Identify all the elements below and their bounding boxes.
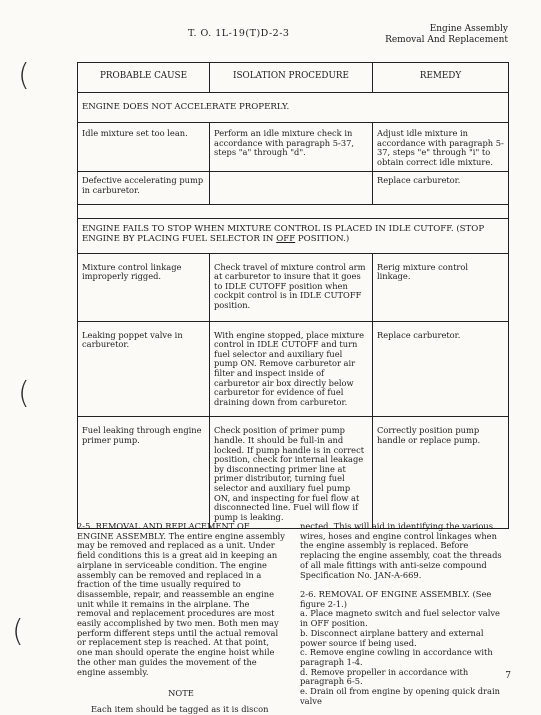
step-item: a. Place magneto switch and fuel selector valve in OFF position.: [300, 608, 500, 629]
step-item: e. Drain oil from engine by opening quick drain valve: [300, 686, 500, 706]
step-item: b. Disconnect airplane battery and external power source if being used.: [300, 627, 484, 648]
section-heading-text-end: POSITION.): [295, 234, 350, 245]
table-spacer: [78, 204, 509, 218]
step-item: d. Remove propeller in accordance with paragraph 6-5.: [300, 666, 469, 687]
left-text-column: [77, 522, 285, 715]
table-spacer-row: [78, 204, 509, 218]
remedy-cell: Adjust idle mixture in accordance with paragraph 5-37, steps "e" through "i" to obtain correct idle mixture.: [373, 123, 509, 172]
cause-cell: Fuel leaking through engine primer pump.: [78, 417, 210, 529]
procedure-cell: [210, 172, 373, 204]
procedure-cell: Perform an idle mixture check in accordance with paragraph 5-37, steps "a" through "d".: [210, 123, 373, 172]
procedure-cell: Check travel of mixture control arm at carburetor to insure that it goes to IDLE CUTOFF position when cockpit control is in IDLE CUTOFF position.: [210, 253, 373, 321]
note-label: NOTE: [168, 688, 194, 699]
column-header-probable-cause: PROBABLE CAUSE: [78, 63, 210, 93]
note-text-remainder: nected. This will aid in identifying the various wires, hoses and engine control linkages when the engine assembly is replaced. Before replacing the engine assembly, coat the threads of all male fittings with anti-seize compound Specification No. JAN-A-669.: [300, 522, 502, 580]
remedy-cell: Rerig mixture control linkage.: [373, 253, 509, 321]
table-row: [78, 123, 509, 172]
section-heading-underlined: OFF: [276, 234, 296, 245]
page-number: 7: [505, 671, 511, 681]
remedy-cell: Replace carburetor.: [373, 321, 509, 417]
section-heading: [78, 218, 509, 253]
punch-hole-mark-middle: (: [18, 376, 30, 411]
table-header-row: [78, 63, 509, 93]
column-header-remedy: REMEDY: [373, 63, 509, 93]
remedy-cell: Replace carburetor.: [373, 172, 509, 204]
paragraph-2-5-text: The entire engine assembly may be removed and replaced as a unit. Under field conditions this is a great aid in keeping an airplane in serviceable condition. The engine assembly can be removed and replaced in a fraction of the time usually required to disassemble, repair, and reassemble an engine unit while it remains in the airplane. The removal and replacement procedures are most easily accomplished by two men. Both men may perform different steps until the actual removal or replacement step is reached. At that point, one man should operate the engine hoist while the other man guides the movement of the engine assembly.: [77, 530, 285, 677]
section-heading-row: [78, 92, 509, 123]
note-text-continued: [300, 522, 510, 580]
paragraph-2-5: [77, 522, 285, 677]
right-text-column: [300, 522, 510, 706]
step-item: c. Remove engine cowling in accordance with paragraph 1-4.: [300, 647, 493, 667]
paragraph-2-5-title: 2-5. REMOVAL AND REPLACEMENT OF ENGINE ASSEMBLY.: [77, 521, 250, 541]
remedy-cell: Correctly position pump handle or replace pump.: [373, 417, 509, 529]
troubleshooting-table: [77, 62, 509, 529]
cause-cell: Idle mixture set too lean.: [78, 123, 210, 172]
section-title: [385, 24, 508, 46]
note-text-start: Each item should be tagged as it is discon: [91, 704, 269, 714]
procedure-cell: With engine stopped, place mixture control in IDLE CUTOFF and turn fuel selector and auxiliary fuel pump ON. Remove carburetor air filter and inspect inside of carburetor air box directly below carburetor for evidence of fuel draining down from carburetor.: [210, 321, 373, 417]
column-header-isolation-procedure: ISOLATION PROCEDURE: [210, 63, 373, 93]
doc-number: T. O. 1L-19(T)D-2-3: [188, 28, 290, 39]
paragraph-2-6-title: 2-6. REMOVAL OF ENGINE ASSEMBLY.: [300, 589, 470, 599]
cause-cell: Defective accelerating pump in carburetor.: [78, 172, 210, 204]
cause-cell: Mixture control linkage improperly rigged.: [78, 253, 210, 321]
section-title-line1: Engine Assembly: [429, 24, 508, 34]
section-heading: ENGINE DOES NOT ACCELERATE PROPERLY.: [78, 92, 509, 123]
paragraph-2-6-text: (See figure 2-1.): [300, 589, 492, 609]
table-row: [78, 417, 509, 529]
section-heading-text: ENGINE FAILS TO STOP WHEN MIXTURE CONTROL IS PLACED IN IDLE CUTOFF. (STOP ENGINE BY PLACING FUEL SELECTOR IN: [82, 223, 485, 245]
table-row: [78, 172, 509, 204]
punch-hole-mark-bottom: (: [12, 614, 24, 649]
paragraph-2-6: [300, 590, 510, 609]
section-heading-row: [78, 218, 509, 253]
table-row: [78, 253, 509, 321]
punch-hole-mark-top: (: [18, 58, 30, 93]
section-title-line2: Removal And Replacement: [385, 35, 508, 45]
table-row: [78, 321, 509, 417]
cause-cell: Leaking poppet valve in carburetor.: [78, 321, 210, 417]
procedure-cell: Check position of primer pump handle. It should be full-in and locked. If pump handle is in correct position, check for internal leakage by disconnecting primer line at primer distributor, turning fuel selector and auxiliary fuel pump ON, and inspecting for fuel flow at disconnected line. Fuel will flow if pump is leaking.: [210, 417, 373, 529]
